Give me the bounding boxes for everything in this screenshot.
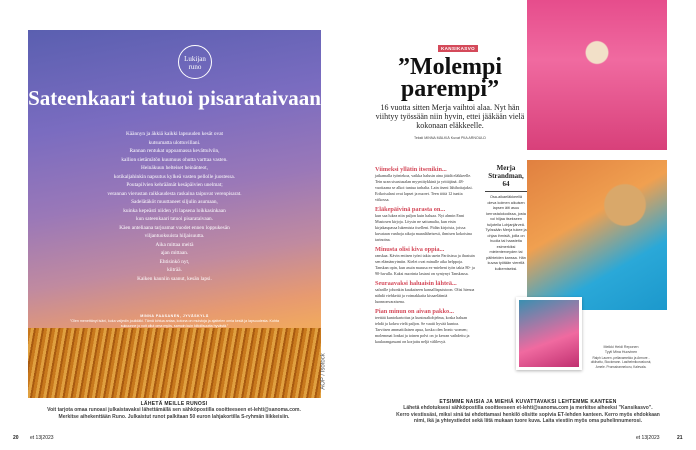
poem-line: kun sateenkaari tatuoi pisarataivaan. <box>135 216 214 222</box>
poem-body <box>28 130 321 283</box>
lead-text: 16 vuotta sitten Merja vaihtoi alaa. Nyt hän viihtyy työssään niin hyvin, ettei jääkään vielä kokonaan eläkkeelle. <box>375 103 525 130</box>
page-number: 20 <box>13 435 19 441</box>
answer-text: safarille johonkin kaukaiseen kansallispuistoon. Olisi hienoa nähdä viehkeitä ja voimakkaita kissaeläimiä luonnonvaraisena. <box>375 287 475 304</box>
poem-author <box>68 314 281 328</box>
poem-line: Aika mittaa meitä <box>155 241 194 248</box>
poem-line: Sadelätäköt muuttaneet siljulin asumaan, <box>131 199 218 205</box>
footer-heading: ETSIMME NAISIA JA MIEHIÄ KUVATTAVAKSI LEHTEMME KANTEEN <box>439 399 617 405</box>
polaroid-image <box>519 300 579 367</box>
poem-line: viljantuoksuista hiljaisuutta. <box>144 233 205 239</box>
footer-heading: LÄHETÄ MEILLE RUNOSI <box>140 401 208 407</box>
poem-line: Käen anteliaana tarjoamat vuodet ennen loppukesän <box>119 224 230 231</box>
poem-line: kiiträä. <box>167 267 182 273</box>
makeup-credit: Meikki Heidi Reponen <box>603 345 639 349</box>
footer-line: Lähetä ehdotuksesi sähköpostilla osoitteeseen et-lehti@sanoma.com ja merkitse aiheeksi ”Kansikasvo”. <box>403 405 653 411</box>
byline: Teksti MINNA MÄLKIÄ Kuvat PIIA ARNOULD <box>414 136 486 140</box>
answer-text: ranskaa. Kävin entisen työni takia usein Pariisissa ja ihastuin sen elämänrytmiin. Kielet ovat minulle aika helppoja. Tanskan opin, kun asuin maassa ex-mieheni työn takia 80- ja 90-luvulla. Kaksi nuorinta lastani on syntynyt Tanskassa. <box>375 253 475 276</box>
issue: et 13|2023 <box>636 435 660 441</box>
footer-line: Kerro viestissäsi, miksi sinä tai ehdottamasi henkilö olisitte sopivia ET-lehden kanteen. Kerro myös ehdokkaan <box>396 411 660 418</box>
answer-text: jatkamalla työntekoa, vaikka halusin aina jäädä eläkkeelle. Tein uran sisustusalan myyntitykkinä ja yrittäjänä. 48-vuotiaana se alkoi tuntua tarhalta. Lain itseni lähihoitajaksi. Erikoisalani ovat lapset ja nuoret. Teen töitä 12 tuntia viikossa. <box>375 173 473 202</box>
question-heading: Minusta olisi kiva oppia... <box>375 246 445 253</box>
styling-credits <box>590 345 652 369</box>
question-heading: Viimeksi yllätin itsenikin... <box>375 166 447 173</box>
poem-line: Käännyn ja äkkiä kaikki lapsuuden kesät ovat <box>125 131 224 137</box>
photo-credit: AOP / Isotock <box>320 353 327 390</box>
right-footer <box>360 399 696 425</box>
wheat-field <box>28 328 321 398</box>
polaroid-photo <box>516 297 582 370</box>
answer-text: kun saa lukea niin paljon kuin haluaa. Nyt ahmin Enni Mustosen kirjoja. Löysin ne sattumalta, kun etsin kirjakaupassa lukemista itselleni. Pidän kirjoista, joissa kuvataan vanhoja aikoja maanläheisesti, ihmisen kokoisina tarinoina. <box>375 213 472 242</box>
qa-column <box>375 163 475 345</box>
poem-line: kutsumatta ulottuvillani. <box>148 139 201 146</box>
reader-poem-badge: Lukijan runo <box>178 45 212 79</box>
profile-sidebar <box>485 164 527 272</box>
footer-line: Voit tarjota omaa runoasi julkaistavaksi lähettämällä sen sähköpostilla osoitteeseen et-lehti@sanoma.com. <box>47 407 301 413</box>
footer-line: Merkitse aihekenttään Runo. Julkaistut runot palkitaan 50 euron lahjakortilla S-ryhmän liikkeisiin. <box>58 413 290 420</box>
profile-text: Osa-aikaeläkkeellä oleva kolmen aikuisen lapsen äiti asuu kerrostalokodissa, josta voi hiljaa itsekseen tuijotella Lohjanjärveä. Työssään Merja tukee ja ohjaa ihmisiä, joilla on huolia tai haasteita esimerkiksi mielenterveyden tai päihteiden kanssa. Hän kuvaa työtään vierellä kulkemiseksi. <box>485 195 527 271</box>
portrait-photo-orange-flowers <box>527 160 667 310</box>
question-heading: Seuraavaksi haluaisin lähteä... <box>375 280 457 287</box>
poem-line: Rannan rentukat uppoamassa kevättulviin, <box>129 148 220 154</box>
poem-line: verannan vierustan raikkaudesta raskaina taipuvat verenpisarat. <box>107 190 242 197</box>
poem-line: Kaiken kauniin saanut, kesän lapsi. <box>137 275 212 282</box>
poem-title: Sateenkaari tatuoi pisarataivaan <box>28 86 321 110</box>
issue: et 13|2023 <box>30 435 54 441</box>
poem-line: Poutapilvien kehräämät kesäpäivien unelmat; <box>126 182 223 188</box>
profile-name: Merja Strandman, 64 <box>485 164 527 192</box>
page-number: 21 <box>677 435 683 441</box>
styling-credit: Tyyli Mina Huovinen <box>604 350 638 354</box>
question-heading: Eläkepäivinä parasta on... <box>375 206 446 213</box>
poem-line: Heinäkuun helteiset heinänteot, <box>141 165 208 171</box>
poem-line: Ehtisinkö nyt, <box>159 258 190 265</box>
author-name: MINNA PAASANEN, JYVÄSKYLÄ <box>140 314 209 318</box>
headline: ”Molempi parempi” <box>398 54 502 102</box>
brands-credit: Ralph Lauren -pellavamekko ja Armore -olkihattu, Stockmann. Lasihelmikorvakorut, Arnele. Pronssirannekoru, Kalevala. <box>590 356 652 369</box>
left-footer <box>0 401 348 420</box>
question-heading: Pian minun on aivan pakko... <box>375 308 454 315</box>
footer-line: nimi, ikä ja yhteystiedot sekä liitä mukaan tuore kuva. Laita viestiin myös oma puhelinnumerosi. <box>413 418 643 424</box>
poem-background-photo <box>28 30 321 398</box>
section-tag: KANSIKASVO <box>438 45 478 52</box>
poem-line: kuinka kepeästi niiden yli lapsena loikkasinkaan <box>123 207 226 214</box>
poem-line: kallion sietämätön kuumuus ohutta varttaa vasten. <box>121 156 228 163</box>
answer-text: teettää kuntokartoitus ja kuntosaliohjelma, koska haluan tehdä ja kokea vielä paljon. Se vaatii hyvää kuntoa. Tarvitsen ammattilaisen apua, koska olen Ironic women; molemmat lonkat ja toinen polvi on jo kerran vaihdettu ja kaularangassani on korjattu neljä välilevyä. <box>375 315 470 344</box>
poem-line: kotikaljahinkin napsutus kylkeä vasten pellolle juostessa. <box>113 173 236 180</box>
poem-line: ajan mittaan. <box>160 250 189 256</box>
portrait-photo-pink-flowers <box>527 0 667 150</box>
author-note: ”Olen menettänyt isäni, kuka valjedin joulidäki. Tämä lohtua antaa, kotona on muistoja ja ajattelen omia kesiä ja lapsuudesta. Kohta sukuunne jo voit ollut oma myös, samoin kuin kiitollisuutta hyvästä.” <box>70 318 279 328</box>
